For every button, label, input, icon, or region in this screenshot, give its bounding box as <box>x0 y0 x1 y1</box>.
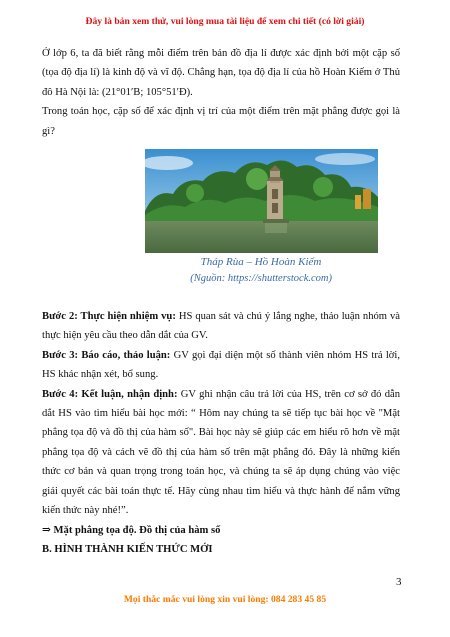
step-3 <box>42 346 400 385</box>
step-2-text: HS quan sát và chú ý lắng nghe, thảo luận nhóm và thực hiện yêu cầu theo dẫn dắt của GV. <box>42 311 400 342</box>
header-banner: Đây là bản xem thử, vui lòng mua tài liệu để xem chi tiết (có lời giải) <box>85 16 365 27</box>
footer-banner: Mọi thắc mắc vui lòng xin vui lòng: 084 283 45 85 <box>123 594 327 605</box>
lesson-topic: ⇒ Mặt phẳng tọa độ. Đồ thị của hàm số <box>42 524 221 536</box>
section-b-heading: B. HÌNH THÀNH KIẾN THỨC MỚI <box>42 543 213 555</box>
figure-caption-source: (Nguồn: https://shutterstock.com) <box>190 273 332 285</box>
step-3-label: Bước 3: Báo cáo, thảo luận: <box>42 349 171 361</box>
figure-caption-title: Tháp Rùa – Hồ Hoàn Kiếm <box>200 256 322 269</box>
step-2-label: Bước 2: Thực hiện nhiệm vụ: <box>42 311 176 323</box>
step-4 <box>42 385 400 521</box>
step-2 <box>42 307 400 346</box>
turtle-tower-photo <box>145 149 378 253</box>
intro-question: Trong toán học, cặp số để xác định vị trí của một điểm trên mặt phẳng được gọi là gì? <box>42 106 400 137</box>
step-3-text: GV gọi đại diện một số thành viên nhóm HS trả lời, HS khác nhận xét, bổ sung. <box>42 349 400 381</box>
page-content <box>42 44 400 559</box>
step-4-text: GV ghi nhận câu trả lời của HS, trên cơ sở đó dẫn dắt HS vào tìm hiểu bài học mới: “ Hôm nay chúng ta sẽ tiếp tục bài học về "Mặt phẳng tọa độ và đồ thị của hàm số". Bài học này sẽ giúp các em hiểu rõ hơn về mặt phẳng tọa độ và cách vẽ đồ thị của hàm số trên mặt phẳng đó. Đây là những kiến thức cơ bản và quan trọng trong toán học, và chúng ta sẽ áp dụng chúng vào việc giải quyết các bài toán thực tế. Hãy cùng nhau tìm hiểu và thực hành để nắm vững kiến thức này nhé!”. <box>42 388 400 517</box>
step-4-label: Bước 4: Kết luận, nhận định: <box>42 388 178 400</box>
page-number: 3 <box>396 576 402 588</box>
figure <box>42 149 400 307</box>
intro-paragraph: Ở lớp 6, ta đã biết rằng mỗi điểm trên bản đồ địa lí được xác định bởi một cặp số (tọa độ địa lí) là kinh độ và vĩ độ. Chẳng hạn, tọa độ địa lí của hồ Hoàn Kiếm ở Thủ đô Hà Nội là: (21°01′B; 105°51′Đ). <box>42 48 400 98</box>
